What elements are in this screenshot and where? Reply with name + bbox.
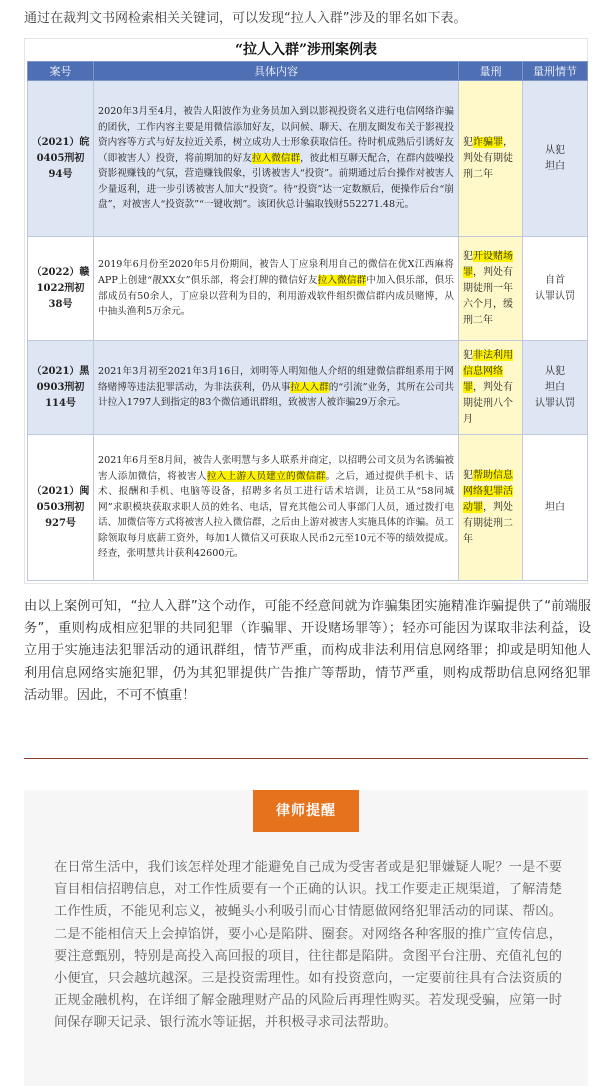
crime-name: 开设赌场罪 bbox=[463, 250, 513, 278]
table-header-row bbox=[28, 62, 588, 81]
case-content bbox=[94, 81, 459, 237]
penalty-text: ，判处有期徒刑一年六个月，缓刑二年 bbox=[463, 266, 513, 326]
penalty-text: 犯 bbox=[463, 349, 473, 361]
highlighted-content: 拉入微信群 bbox=[317, 274, 367, 286]
penalty-text: 犯 bbox=[463, 136, 473, 148]
table-row bbox=[28, 81, 588, 237]
case-penalty bbox=[459, 237, 523, 341]
penalty-text: ，判处有期徒刑二年 bbox=[463, 501, 513, 545]
content-text: 2021年6月至8月间，被告人张明慧与多人联系并商定，以招聘公司文员为名诱骗被害人添加微信，将被害人 bbox=[98, 454, 454, 482]
header-content: 具体内容 bbox=[94, 62, 459, 81]
section-divider bbox=[24, 758, 588, 759]
header-case-no: 案号 bbox=[28, 62, 94, 81]
penalty-text: 犯 bbox=[463, 469, 473, 481]
case-circumstance: 从犯 坦白 bbox=[523, 81, 588, 237]
intro-text: 通过在裁判文书网检索相关关键词，可以发现“拉人入群”涉及的罪名如下表。 bbox=[24, 11, 467, 26]
penalty-text: 犯 bbox=[463, 250, 473, 262]
case-content bbox=[94, 435, 459, 581]
content-text: 的“引流”业务，其所在公司共计拉入1797人到指定的83个微信通讯群组，致被害人被诈骗29万余元。 bbox=[98, 381, 455, 409]
case-number: （2021）黑0903刑初114号 bbox=[28, 341, 94, 435]
content-text: 。之后，通过提供手机卡、话术、报酬和手机、电脑等设备，招聘多名员工进行话术培训，让员工从“58同城网”求职模块获取求职人员的姓名、电话，冒充其他公司人事部门人员，通过拨打电话、加微信等方式将被害人拉入微信群，之后由上游对被害人实施具体的诈骗。员工除领取每月底薪工资外，每加1人微信又可获取人民币2元至10元不等的绩效提成。经查，张明慧共计获利42600元。 bbox=[98, 470, 455, 560]
tips-title: 律师提醒 bbox=[253, 790, 359, 832]
case-penalty bbox=[459, 435, 523, 581]
content-text: ，彼此相互聊天配合，在群内鼓噪投资影视赚钱的气氛，营造赚钱假象，引诱被害人“投资”。前期通过后台操作对被害人少量返利，进一步引诱被害人加大“投资”。待“投资”达一定数额后，便操作后台“崩盘”，对被害人“投资款”“一键收割”。该团伙总计骗取钱财552271.48元。 bbox=[98, 152, 455, 211]
penalty-text: ，判处有期徒刑二年 bbox=[463, 136, 513, 180]
content-text: 中加入俱乐部，俱乐部成员有50余人，丁应泉以营利为目的，利用游戏软件组织微信群内成员赌博，从中抽头渔利5万余元。 bbox=[98, 274, 455, 318]
case-penalty bbox=[459, 341, 523, 435]
content-text: 2020年3月至4月，被告人阳波作为业务员加入到以影视投资名义进行电信网络诈骗的团伙，工作内容主要是用微信添加好友，以问候、聊天、在朋友圈发布关于影视投资内容等方式与好友拉近关系，树立成功人士形象获取信任。待时机成熟后引诱好友（即被害人）投资，将前期加的好友 bbox=[98, 105, 454, 164]
highlighted-content: 拉人入群 bbox=[290, 381, 329, 393]
lawyer-tips-section bbox=[24, 790, 588, 1086]
case-circumstance: 坦白 bbox=[523, 435, 588, 581]
content-text: 2019年6月份至2020年5月份期间，被告人丁应泉利用自己的微信在优X江西麻将APP上创建“靓XX女”俱乐部，将会打牌的微信好友 bbox=[98, 259, 454, 286]
case-circumstance: 自首 认罪认罚 bbox=[523, 237, 588, 341]
highlighted-content: 拉入微信群 bbox=[251, 152, 301, 164]
penalty-text: ，判处有期徒刑八个月 bbox=[463, 381, 513, 425]
case-circumstance: 从犯 坦白 认罪认罚 bbox=[523, 341, 588, 435]
table-row bbox=[28, 435, 588, 581]
table-row bbox=[28, 237, 588, 341]
header-penalty: 量刑 bbox=[459, 62, 523, 81]
crime-name: 诈骗罪 bbox=[473, 136, 503, 148]
table-title: “拉人入群”涉刑案例表 bbox=[234, 42, 378, 58]
analysis-paragraph: 由以上案例可知，“拉人入群”这个动作，可能不经意间就为诈骗集团实施精准诈骗提供了“前端服务”，重则构成相应犯罪的共同犯罪（诈骗罪、开设赌场罪等）；轻亦可能因为谋取非法利益，设立用于实施违法犯罪活动的通讯群组，情节严重，而构成非法利用信息网络罪；抑或是明知他人利用信息网络实施犯罪，仍为其犯罪提供广告推广等帮助，情节严重，则构成帮助信息网络犯罪活动罪。因此，不可不慎重！ bbox=[24, 599, 591, 703]
case-number: （2021）闽0503刑初927号 bbox=[28, 435, 94, 581]
case-number: （2021）皖0405刑初94号 bbox=[28, 81, 94, 237]
header-circumstance: 量刑情节 bbox=[523, 62, 588, 81]
crime-name: 非法利用信息网络罪 bbox=[463, 349, 513, 393]
content-text: 2021年3月初至2021年3月16日，刘明等人明知他人介绍的组建微信群组系用于网络赌博等违法犯罪活动，为非法获利，仍从事 bbox=[98, 366, 454, 393]
case-content bbox=[94, 341, 459, 435]
table-row bbox=[28, 341, 588, 435]
highlighted-content: 拉入上游人员建立的微信群 bbox=[206, 470, 326, 482]
case-table bbox=[27, 61, 588, 581]
case-content bbox=[94, 237, 459, 341]
case-number: （2022）赣1022刑初38号 bbox=[28, 237, 94, 341]
crime-name: 帮助信息网络犯罪活动罪 bbox=[463, 469, 513, 513]
tips-body: 在日常生活中，我们该怎样处理才能避免自己成为受害者或是犯罪嫌疑人呢？一是不要盲目相信招聘信息，对工作性质要有一个正确的认识。找工作要走正规渠道，了解清楚工作性质，不能见利忘义，被蝇头小利吸引而心甘情愿做网络犯罪活动的同谋、帮凶。二是不能相信天上会掉馅饼，要小心是陷阱、圈套。对网络各种客服的推广宣传信息，要注意甄别，特别是高投入高回报的项目，往往都是陷阱。贪图平台注册、充值礼包的小便宜，只会越坑越深。三是投资需理性。如有投资意向，一定要前往具有合法资质的正规金融机构，在详细了解金融理财产品的风险后再理性购买。若发现受骗，应第一时间保存聊天记录、银行流水等证据，并积极寻求司法帮助。 bbox=[54, 860, 562, 1031]
case-penalty bbox=[459, 81, 523, 237]
case-table-image bbox=[24, 38, 588, 584]
